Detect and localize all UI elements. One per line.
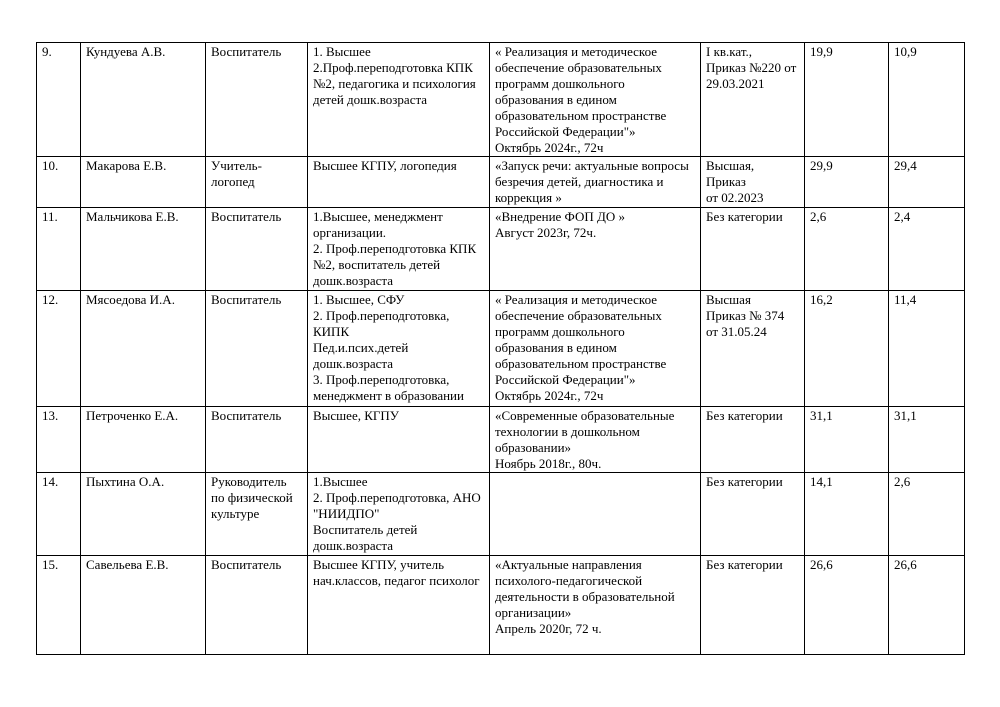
row-number: 9. [37,43,81,157]
employee-category: Без категории [701,473,805,556]
employee-courses: «Актуальные направления психолого-педагогической деятельности в образовательной организации» Апрель 2020г, 72 ч. [490,556,701,655]
employee-education: Высшее, КГПУ [308,407,490,473]
table-row [37,208,965,291]
employee-education: Высшее КГПУ, логопедия [308,157,490,208]
staff-table [36,42,965,655]
employee-education: Высшее КГПУ, учитель нач.классов, педагог психолог [308,556,490,655]
total-experience: 19,9 [805,43,889,157]
employee-name: Макарова Е.В. [81,157,206,208]
employee-courses: « Реализация и методическое обеспечение образовательных программ дошкольного образования в едином образовательном пространстве Российской Федерации"» Октябрь 2024г., 72ч [490,43,701,157]
employee-name: Мясоедова И.А. [81,291,206,407]
row-number: 12. [37,291,81,407]
teaching-experience: 31,1 [889,407,965,473]
employee-courses: « Реализация и методическое обеспечение образовательных программ дошкольного образования в едином образовательном пространстве Российской Федерации"» Октябрь 2024г., 72ч [490,291,701,407]
employee-position: Воспитатель [206,407,308,473]
total-experience: 2,6 [805,208,889,291]
employee-category: Без категории [701,556,805,655]
total-experience: 16,2 [805,291,889,407]
employee-name: Кундуева А.В. [81,43,206,157]
total-experience: 31,1 [805,407,889,473]
table-row [37,407,965,473]
employee-name: Мальчикова Е.В. [81,208,206,291]
employee-education: 1. Высшее, СФУ 2. Проф.переподготовка, КИПК Пед.и.псих.детей дошк.возраста 3. Проф.переподготовка, менеджмент в образовании [308,291,490,407]
row-number: 14. [37,473,81,556]
row-number: 10. [37,157,81,208]
teaching-experience: 11,4 [889,291,965,407]
employee-position: Руководитель по физической культуре [206,473,308,556]
teaching-experience: 10,9 [889,43,965,157]
teaching-experience: 26,6 [889,556,965,655]
employee-position: Воспитатель [206,208,308,291]
employee-courses [490,473,701,556]
teaching-experience: 2,4 [889,208,965,291]
total-experience: 26,6 [805,556,889,655]
teaching-experience: 29,4 [889,157,965,208]
employee-position: Учитель-логопед [206,157,308,208]
table-row [37,556,965,655]
employee-position: Воспитатель [206,43,308,157]
employee-courses: «Внедрение ФОП ДО » Август 2023г, 72ч. [490,208,701,291]
table-row [37,43,965,157]
employee-education: 1.Высшее 2. Проф.переподготовка, АНО "НИИДПО" Воспитатель детей дошк.возраста [308,473,490,556]
employee-category: I кв.кат., Приказ №220 от 29.03.2021 [701,43,805,157]
table-row [37,291,965,407]
employee-education: 1. Высшее 2.Проф.переподготовка КПК №2, педагогика и психология детей дошк.возраста [308,43,490,157]
teaching-experience: 2,6 [889,473,965,556]
table-row [37,157,965,208]
employee-position: Воспитатель [206,291,308,407]
employee-category: Без категории [701,407,805,473]
row-number: 13. [37,407,81,473]
employee-name: Петроченко Е.А. [81,407,206,473]
employee-name: Савельева Е.В. [81,556,206,655]
total-experience: 14,1 [805,473,889,556]
employee-category: Высшая, Приказ от 02.2023 [701,157,805,208]
employee-category: Без категории [701,208,805,291]
employee-education: 1.Высшее, менеджмент организации. 2. Проф.переподготовка КПК №2, воспитатель детей дошк.возраста [308,208,490,291]
employee-courses: «Современные образовательные технологии в дошкольном образовании» Ноябрь 2018г., 80ч. [490,407,701,473]
employee-position: Воспитатель [206,556,308,655]
row-number: 15. [37,556,81,655]
total-experience: 29,9 [805,157,889,208]
row-number: 11. [37,208,81,291]
employee-courses: «Запуск речи: актуальные вопросы безречия детей, диагностика и коррекция » [490,157,701,208]
employee-category: Высшая Приказ № 374 от 31.05.24 [701,291,805,407]
table-row [37,473,965,556]
employee-name: Пыхтина О.А. [81,473,206,556]
